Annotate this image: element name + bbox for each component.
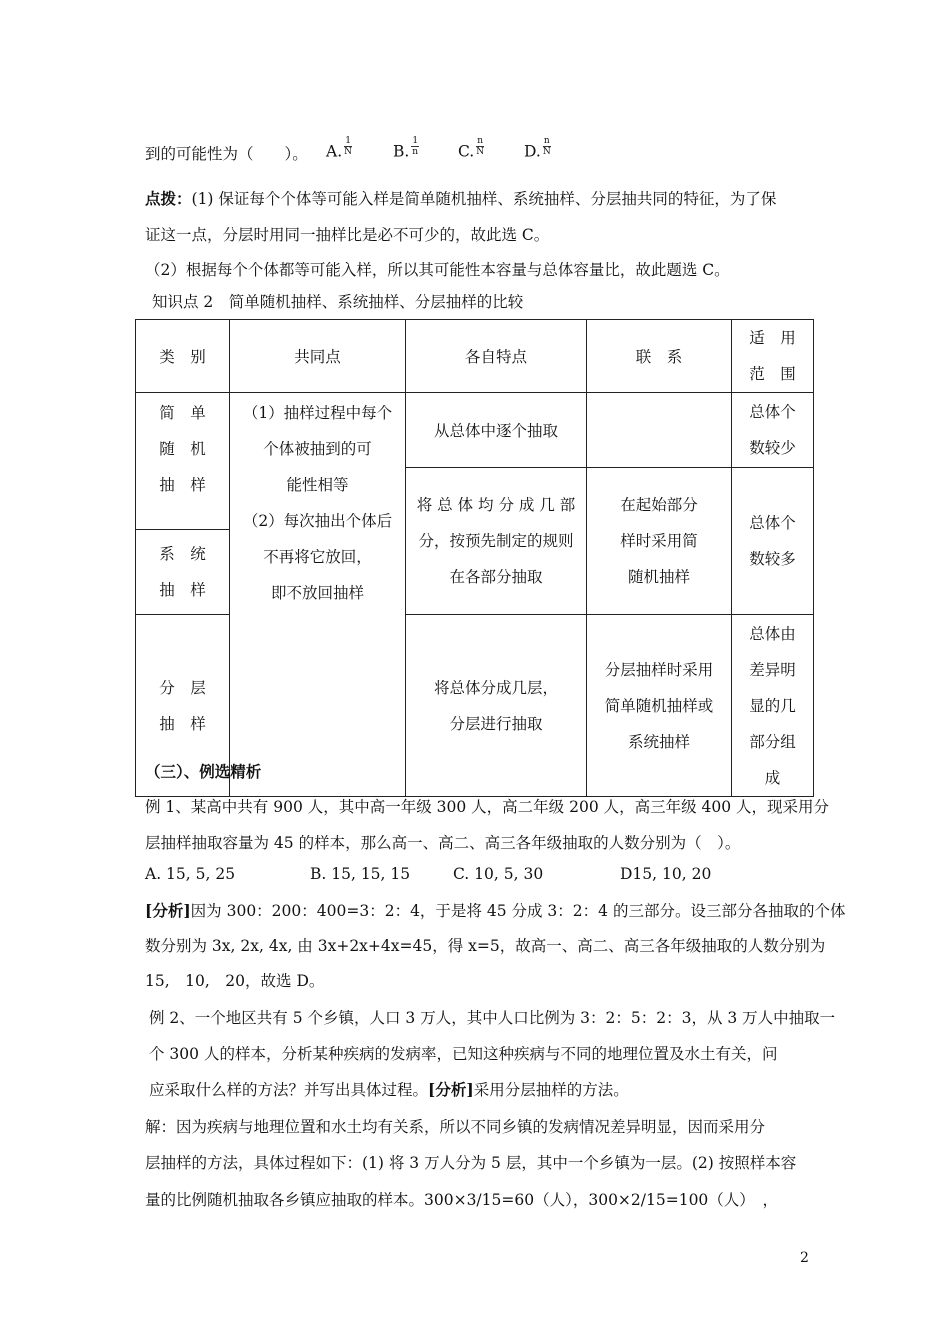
- feature-systematic: 将 总 体 均 分 成 几 部 分，按预先制定的规则 在各部分抽取: [406, 468, 587, 615]
- fraction: $\frac{n}{N}$: [476, 136, 485, 157]
- example1-analysis-3: 15, 10, 20，故选 D。: [145, 972, 325, 990]
- question-prefix: 到的可能性为（ ）。: [145, 145, 308, 163]
- scope-stratified: 总体由 差异明 显的几 部分组 成: [732, 615, 814, 797]
- feature-stratified: 将总体分成几层， 分层进行抽取: [406, 615, 587, 797]
- example1-analysis-2: 数分别为 3x, 2x, 4x, 由 3x+2x+4x=45，得 x=5，故高一、高二、高三各年级抽取的人数分别为: [145, 937, 826, 955]
- example2-line-3: 应采取什么样的方法？并写出具体过程。[分析]采用分层抽样的方法。: [149, 1080, 629, 1099]
- example2-line-2: 个 300 人的样本，分析某种疾病的发病率，已知这种疾病与不同的地理位置及水土有关，问: [149, 1045, 778, 1063]
- hint-line-3: （2）根据每个个体都等可能入样，所以其可能性本容量与总体容量比，故此题选 C。: [145, 261, 730, 279]
- knowledge-point-title: 知识点 2 简单随机抽样、系统抽样、分层抽样的比较: [152, 293, 524, 311]
- analysis-label: [分析]: [145, 901, 191, 920]
- hint-line-2: 证这一点，分层时用同一抽样比是必不可少的，故此选 C。: [145, 226, 550, 244]
- scope-simple-random: 总体个 数较少: [732, 393, 814, 468]
- section-title: （三）、例选精析: [145, 762, 262, 781]
- header-common: 共同点: [230, 320, 406, 393]
- fraction: $\frac{1}{n}$: [412, 136, 419, 157]
- example1-option-c: C. 10, 5, 30: [453, 865, 544, 883]
- header-features: 各自特点: [406, 320, 587, 393]
- example1-line-1: 例 1、某高中共有 900 人，其中高一年级 300 人，高二年级 200 人，高三年级 400 人，现采用分: [145, 798, 830, 816]
- example1-option-a: A. 15, 5, 25: [145, 865, 236, 883]
- example1-analysis-1: [分析]因为 300：200：400=3：2：4，于是将 45 分成 3：2：4 的三部分。设三部分各抽取的个体: [145, 901, 846, 920]
- feature-simple-random: 从总体中逐个抽取: [406, 393, 587, 468]
- question-line: [145, 142, 308, 164]
- category-stratified: 分 层 抽 样: [136, 615, 230, 797]
- fraction: $\frac{n}{N}$: [542, 136, 551, 157]
- analysis-label: [分析]: [428, 1080, 474, 1099]
- option-b: B. $\frac{1}{n}$: [393, 136, 419, 161]
- solution-line-1: 解：因为疾病与地理位置和水土均有关系，所以不同乡镇的发病情况差异明显，因而采用分: [145, 1118, 766, 1136]
- hint-label: 点拨：: [145, 189, 192, 208]
- relation-systematic: 在起始部分 样时采用简 随机抽样: [587, 468, 732, 615]
- relation-simple-random: [587, 393, 732, 468]
- category-simple-random: 简 单 随 机 抽 样: [136, 393, 230, 530]
- scope-systematic: 总体个 数较多: [732, 468, 814, 615]
- header-relation: 联 系: [587, 320, 732, 393]
- example1-line-2: 层抽样抽取容量为 45 的样本，那么高一、高二、高三各年级抽取的人数分别为（ ）。: [145, 834, 741, 852]
- category-systematic: 系 统 抽 样: [136, 530, 230, 615]
- solution-line-2: 层抽样的方法，具体过程如下：(1) 将 3 万人分为 5 层，其中一个乡镇为一层。(2) 按照样本容: [145, 1154, 797, 1172]
- common-points: （1）抽样过程中每个 个体被抽到的可 能性相等 （2）每次抽出个体后 不再将它放回， 即不放回抽样: [230, 393, 406, 797]
- relation-stratified: 分层抽样时采用 简单随机抽样或 系统抽样: [587, 615, 732, 797]
- hint-line-1: 点拨：(1) 保证每个个体等可能入样是简单随机抽样、系统抽样、分层抽共同的特征，为了保: [145, 189, 777, 208]
- header-scope: 适 用 范 围: [732, 320, 814, 393]
- option-d: D. $\frac{n}{N}$: [524, 136, 551, 161]
- example1-option-b: B. 15, 15, 15: [310, 865, 411, 883]
- example1-option-d: D15, 10, 20: [620, 865, 712, 883]
- option-c: C. $\frac{n}{N}$: [458, 136, 485, 161]
- example2-line-1: 例 2、一个地区共有 5 个乡镇，人口 3 万人，其中人口比例为 3：2：5：2：3，从 3 万人中抽取一: [149, 1009, 836, 1027]
- option-a: A. $\frac{1}{N}$: [326, 136, 352, 161]
- solution-line-3: 量的比例随机抽取各乡镇应抽取的样本。300×3/15=60（人），300×2/15=100（人） ，: [145, 1191, 779, 1209]
- page-number: 2: [800, 1250, 809, 1266]
- fraction: $\frac{1}{N}$: [344, 136, 352, 157]
- comparison-table: [135, 319, 814, 797]
- header-category: 类 别: [136, 320, 230, 393]
- table-header-row: [136, 320, 814, 393]
- table-row: [136, 393, 814, 468]
